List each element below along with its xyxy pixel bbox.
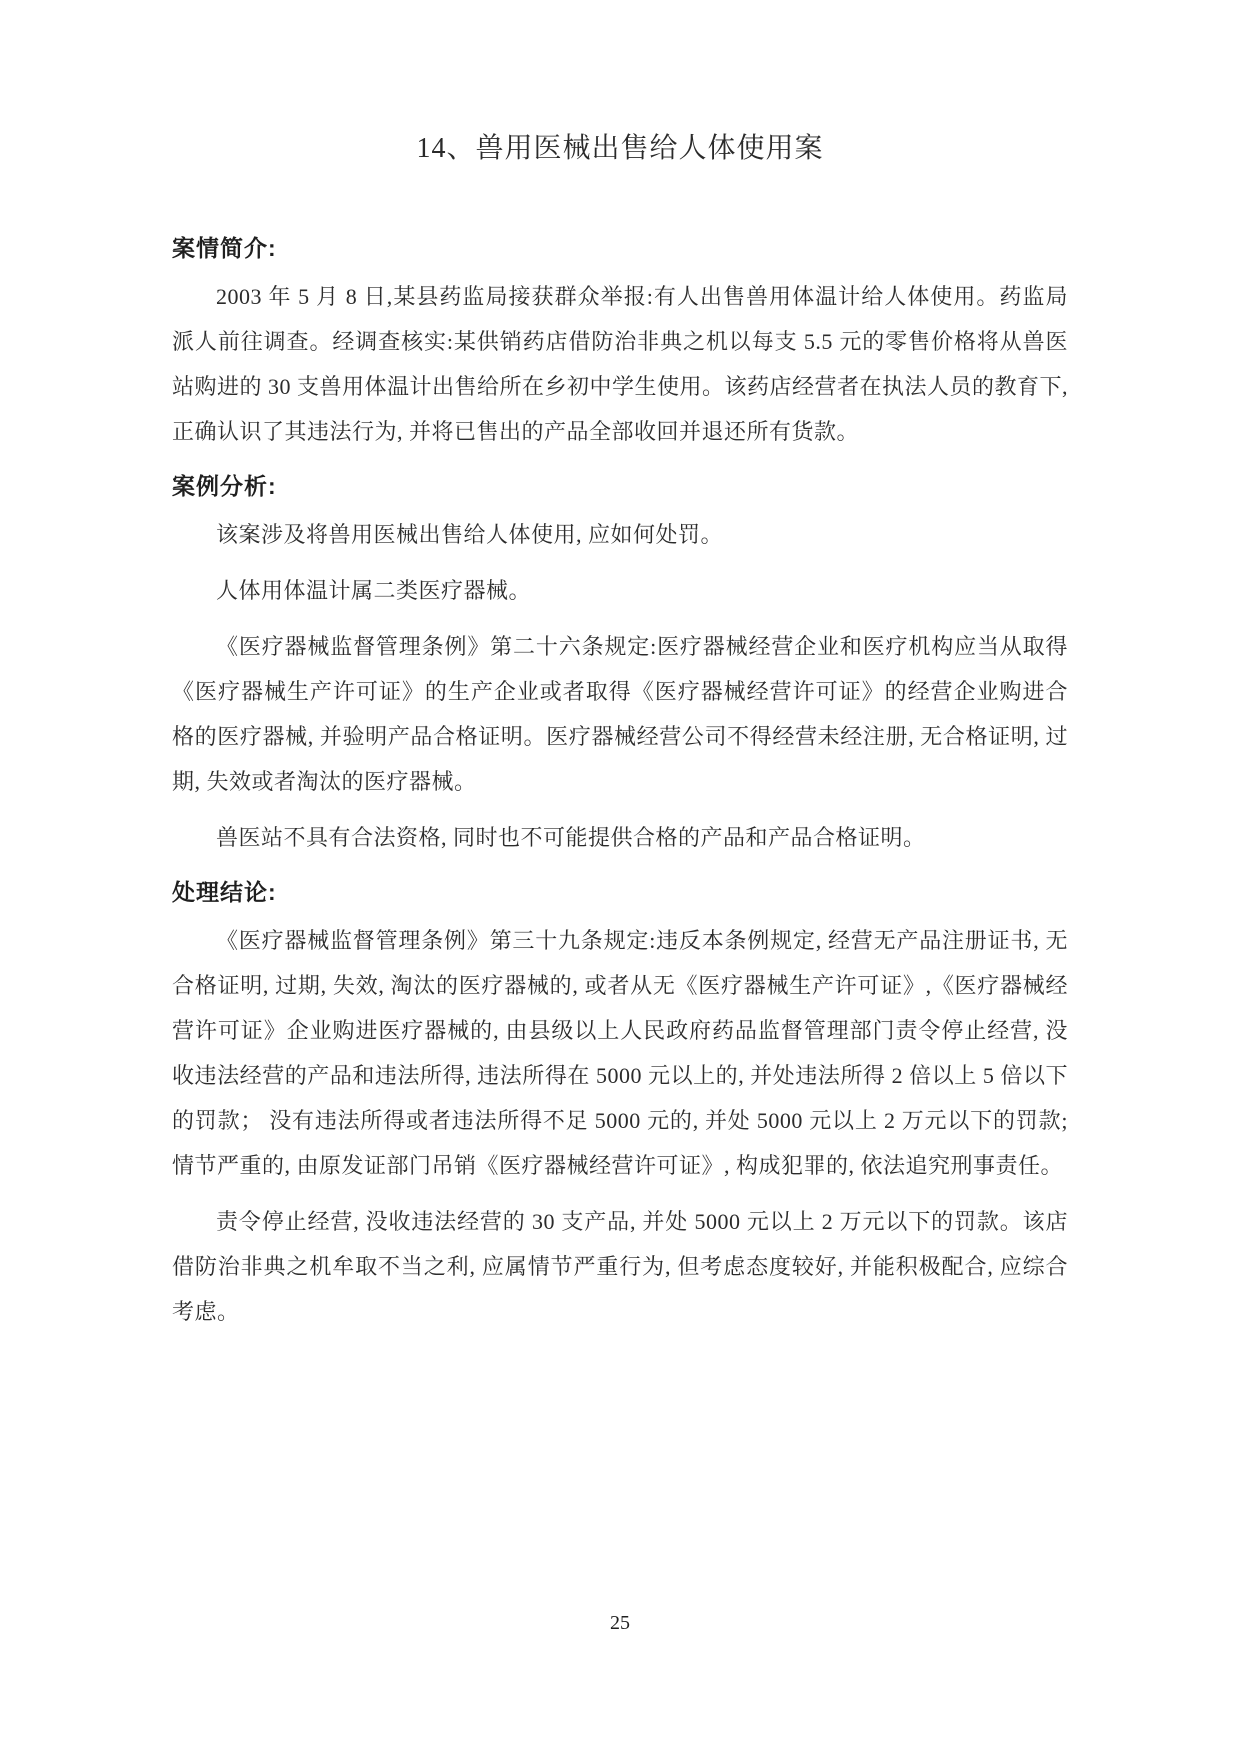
section-heading-case-summary: 案情简介: — [172, 235, 277, 261]
paragraph: 《医疗器械监督管理条例》第二十六条规定:医疗器械经营企业和医疗机构应当从取得《医疗器械生产许可证》的生产企业或者取得《医疗器械经营许可证》的经营企业购进合格的医疗器械, 并验明产品合格证明。医疗器械经营公司不得经营未经注册, 无合格证明, 过期, 失效或者淘汰的医疗器械。 — [172, 634, 1068, 794]
paragraph: 《医疗器械监督管理条例》第三十九条规定:违反本条例规定, 经营无产品注册证书, 无合格证明, 过期, 失效, 淘汰的医疗器械的, 或者从无《医疗器械生产许可证》,《医疗器械经营许可证》企业购进医疗器械的, 由县级以上人民政府药品监督管理部门责令停止经营, 没收违法经营的产品和违法所得, 违法所得在 5000 元以上的, 并处违法所得 2 倍以上 5 倍以下的罚款； 没有违法所得或者违法所得不足 5000 元的, 并处 5000 元以上 2 万元以下的罚款;情节严重的, 由原发证部门吊销《医疗器械经营许可证》, 构成犯罪的, 依法追究刑事责任。 — [172, 928, 1068, 1178]
section-heading-conclusion: 处理结论: — [172, 879, 277, 905]
paragraph: 责令停止经营, 没收违法经营的 30 支产品, 并处 5000 元以上 2 万元以下的罚款。该店借防治非典之机牟取不当之利, 应属情节严重行为, 但考虑态度较好, 并能积极配合, 应综合考虑。 — [172, 1209, 1068, 1324]
paragraph: 2003 年 5 月 8 日,某县药监局接获群众举报:有人出售兽用体温计给人体使用。药监局派人前往调查。经调查核实:某供销药店借防治非典之机以每支 5.5 元的零售价格将从兽医站购进的 30 支兽用体温计出售给所在乡初中学生使用。该药店经营者在执法人员的教育下, 正确认识了其违法行为, 并将已售出的产品全部收回并退还所有货款。 — [172, 284, 1069, 444]
page-title: 14、兽用医械出售给人体使用案 — [416, 133, 824, 164]
section-case-analysis — [172, 468, 1068, 860]
section-conclusion — [172, 874, 1068, 1334]
section-case-summary — [172, 230, 1068, 454]
section-heading-case-analysis: 案例分析: — [172, 473, 277, 499]
paragraph: 该案涉及将兽用医械出售给人体使用, 应如何处罚。 — [216, 522, 724, 547]
page-number: 25 — [610, 1612, 630, 1634]
paragraph: 兽医站不具有合法资格, 同时也不可能提供合格的产品和产品合格证明。 — [216, 825, 926, 850]
paragraph: 人体用体温计属二类医疗器械。 — [216, 578, 532, 603]
